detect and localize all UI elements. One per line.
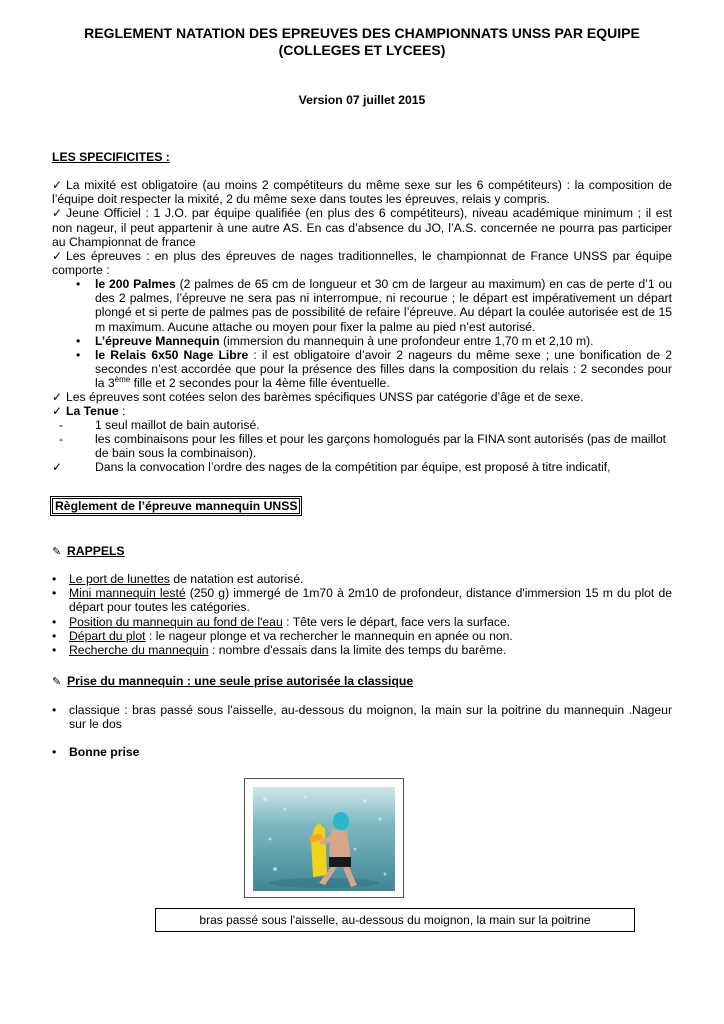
check-icon: ✓ [52, 206, 63, 221]
bullet-icon: • [52, 643, 57, 658]
tenue-list [52, 418, 672, 461]
list-item: - les combinaisons pour les filles et pour les garçons homologués par la FINA sont autorisés (pas de maillot de bain sous la combinaison). [59, 432, 667, 461]
list-item: • Départ du plot : le nageur plonge et va rechercher le mannequin en apnée ou non. [52, 628, 513, 643]
check-icon: ✓ [52, 249, 63, 264]
list-item: - 1 seul maillot de bain autorisé. [59, 418, 260, 432]
prise-list [52, 703, 672, 731]
bullet-icon: • [76, 277, 81, 291]
list-item: • Position du mannequin au fond de l'eau : Tête vers le départ, face vers la surface. [52, 614, 511, 629]
photo-caption: bras passé sous l'aisselle, au-dessous du moignon, la main sur la poitrine [155, 908, 635, 932]
bonne-prise [52, 745, 672, 759]
bullet-icon: • [52, 572, 57, 586]
epreuves-paragraph: ✓ Les épreuves : en plus des épreuves de nages traditionnelles, le championnat de France UNSS par équipe comporte : [52, 249, 672, 278]
specificites-body [52, 178, 672, 277]
convocation-paragraph: ✓ Dans la convocation l’ordre des nages de la compétition par équipe, est proposé à titre indicatif, [52, 460, 611, 474]
bullet-icon: • [52, 628, 57, 643]
bareme-paragraph: ✓ Les épreuves sont cotées selon des barèmes spécifiques UNSS par catégorie d’âge et de sexe. [52, 390, 584, 404]
list-item: • le 200 Palmes (2 palmes de 65 cm de longueur et 30 cm de largeur au maximum) en cas de perte d’1 ou des 2 palmes, l’épreuve ne sera pas ni interrompue, ni recourue ; le départ est impérativement un départ plongé et si perte de palmes pas de possibilité de refaire l’épreuve. Au départ la coulée autorisée est de 15 m maximum. Aucune attache ou moyen pour fixer la palme au pied n’est autorisé. [76, 277, 672, 334]
title-line-2: (COLLEGES ET LYCEES) [278, 42, 446, 58]
check-icon: ✓ [52, 460, 63, 474]
check-icon: ✓ [52, 390, 63, 404]
mannequin-rules-title: Règlement de l’épreuve mannequin UNSS [52, 498, 300, 514]
check-icon: ✓ [52, 404, 63, 418]
mixite-paragraph: ✓ La mixité est obligatoire (au moins 2 compétiteurs du même sexe sur les 6 compétiteurs) : la composition de l’équipe doit respecter la mixité, 2 du même sexe dans toutes les épreuves, relais y compris. [52, 178, 672, 207]
bullet-icon: • [52, 703, 57, 717]
pencil-icon: ✎ [52, 676, 62, 688]
rappels-heading: ✎ RAPPELS [52, 544, 125, 558]
list-item: • Le port de lunettes de natation est autorisé. [52, 572, 304, 586]
document-title [40, 25, 684, 59]
bullet-icon: • [52, 614, 57, 629]
pencil-icon: ✎ [52, 546, 62, 558]
tenue-heading: ✓ La Tenue : [52, 404, 126, 418]
specificites-heading: LES SPECIFICITES : [52, 150, 170, 164]
list-item: • L’épreuve Mannequin (immersion du mannequin à une profondeur entre 1,70 m et 2,10 m). [76, 333, 594, 348]
list-item: • le Relais 6x50 Nage Libre : il est obligatoire d’avoir 2 nageurs du même sexe ; une bonification de 2 secondes n’est accordée que pour la présence des filles dans la composition du relais : 2 secondes pour la 3ème fille et 2 secondes pour la 4ème fille éventuelle. [76, 348, 673, 391]
bullet-icon: • [76, 333, 81, 348]
list-item: • Mini mannequin lesté (250 g) immergé de 1m70 à 2m10 de profondeur, distance d'immersion 15 m du plot de départ pour toutes les catégories. [52, 586, 673, 615]
bullet-icon: • [76, 348, 81, 363]
swimmer-photo [244, 778, 404, 898]
rappels-list [52, 572, 672, 657]
list-item: • classique : bras passé sous l'aisselle, au-dessous du moignon, la main sur la poitrine du mannequin .Nageur sur le dos [52, 703, 672, 732]
bullet-icon: • [52, 586, 57, 601]
bullet-icon: • [52, 745, 57, 759]
title-line-1: REGLEMENT NATATION DES EPREUVES DES CHAMPIONNATS UNSS PAR EQUIPE [84, 25, 640, 41]
epreuves-list [76, 277, 672, 391]
underwater-swimmer-image [245, 779, 403, 897]
check-icon: ✓ [52, 178, 63, 192]
version-date: Version 07 juillet 2015 [298, 93, 426, 107]
list-item: • Bonne prise [52, 745, 140, 759]
jeune-officiel-paragraph: ✓ Jeune Officiel : 1 J.O. par équipe qualifiée (en plus des 6 compétiteurs), niveau académique minimum ; il est non nageur, il peut appartenir à une autre AS. En cas d’absence du JO, l’A.S. concernée ne pourra pas participer au Championnat de france [52, 206, 672, 249]
prise-heading: ✎ Prise du mannequin : une seule prise autorisée la classique [52, 674, 414, 688]
list-item: • Recherche du mannequin : nombre d'essais dans la limite des temps du barème. [52, 643, 507, 658]
